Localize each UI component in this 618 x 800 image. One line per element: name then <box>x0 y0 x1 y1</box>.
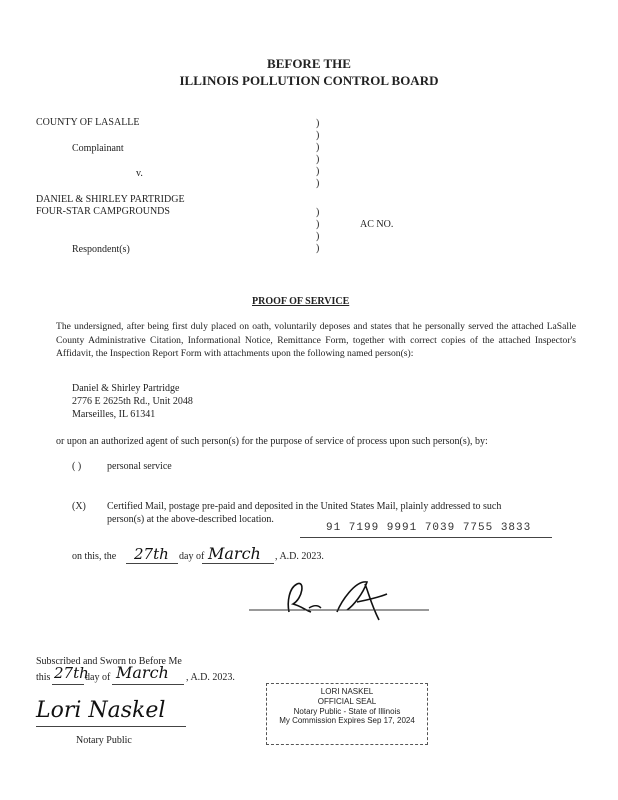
bracket: ) <box>316 166 320 177</box>
respondent-line-1: DANIEL & SHIRLEY PARTRIDGE <box>36 194 185 205</box>
tracking-underline <box>300 537 552 538</box>
notary-month-handwritten: March <box>116 663 169 682</box>
versus: v. <box>136 168 143 179</box>
bracket: ) <box>316 243 320 254</box>
option-2-checkbox: (X) <box>72 501 86 512</box>
seal-state: Notary Public - State of Illinois <box>293 706 401 716</box>
complainant-name: COUNTY OF LASALLE <box>36 117 140 128</box>
respondent-line-2: FOUR-STAR CAMPGROUNDS <box>36 206 170 217</box>
header-line-2: ILLINOIS POLLUTION CONTROL BOARD <box>179 73 439 88</box>
bracket: ) <box>316 118 320 129</box>
address-name: Daniel & Shirley Partridge <box>72 383 180 394</box>
seal-expires: My Commission Expires Sep 17, 2024 <box>279 716 415 726</box>
date-suffix: , A.D. 2023. <box>275 551 324 562</box>
date-day-handwritten: 27th <box>134 545 169 563</box>
notary-day-handwritten: 27th <box>54 664 89 682</box>
bracket: ) <box>316 207 320 218</box>
bracket: ) <box>316 154 320 165</box>
date-prefix: on this, the <box>72 551 117 562</box>
service-paragraph: The undersigned, after being first duly placed on oath, voluntarily deposes and states that he personally served the attached LaSalle County Administrative Citation, Informational Notice, Remittance Form, together with correct copies of the attached Inspector's Affidavit, the Inspection Report Form with attachments upon the following named person(s): <box>56 321 576 359</box>
notary-day-underline <box>52 684 84 685</box>
bracket: ) <box>316 219 320 230</box>
seal-name: LORI NASKEL <box>320 687 374 696</box>
notary-month-underline <box>112 684 184 685</box>
notary-day-of: day of <box>85 672 111 683</box>
sworn-text: Subscribed and Sworn to Before Me <box>36 656 182 667</box>
complainant-role: Complainant <box>72 143 124 154</box>
seal-label: OFFICIAL SEAL <box>317 696 377 706</box>
date-day-of: day of <box>179 551 205 562</box>
notary-signature: Lori Naskel <box>36 698 166 723</box>
address-city: Marseilles, IL 61341 <box>72 409 156 420</box>
notary-year: , A.D. 2023. <box>186 672 235 683</box>
date-month-underline <box>202 563 274 564</box>
date-day-underline <box>126 563 178 564</box>
address-street: 2776 E 2625th Rd., Unit 2048 <box>72 396 193 407</box>
agent-text: or upon an authorized agent of such person(s) for the purpose of service of process upon such person(s), by: <box>56 436 488 447</box>
option-2-text-line-2: person(s) at the above-described location. <box>107 514 274 525</box>
bracket: ) <box>316 142 320 153</box>
date-month-handwritten: March <box>208 544 261 563</box>
proof-heading: PROOF OF SERVICE <box>252 296 350 307</box>
notary-title: Notary Public <box>76 735 132 746</box>
option-1-checkbox: ( ) <box>72 461 82 472</box>
bracket: ) <box>316 130 320 141</box>
header-line-1: BEFORE THE <box>267 56 351 71</box>
official-seal <box>266 683 428 745</box>
notary-signature-line <box>36 726 186 727</box>
server-signature <box>245 572 435 628</box>
tracking-number: 91 7199 9991 7039 7755 3833 <box>326 522 532 534</box>
option-1-text: personal service <box>107 461 172 472</box>
ac-number-label: AC NO. <box>360 219 394 230</box>
bracket: ) <box>316 178 320 189</box>
option-2-text-line-1: Certified Mail, postage pre-paid and deposited in the United States Mail, plainly addressed to such <box>107 501 502 512</box>
notary-this: this <box>36 672 51 683</box>
respondent-role: Respondent(s) <box>72 244 130 255</box>
bracket: ) <box>316 231 320 242</box>
